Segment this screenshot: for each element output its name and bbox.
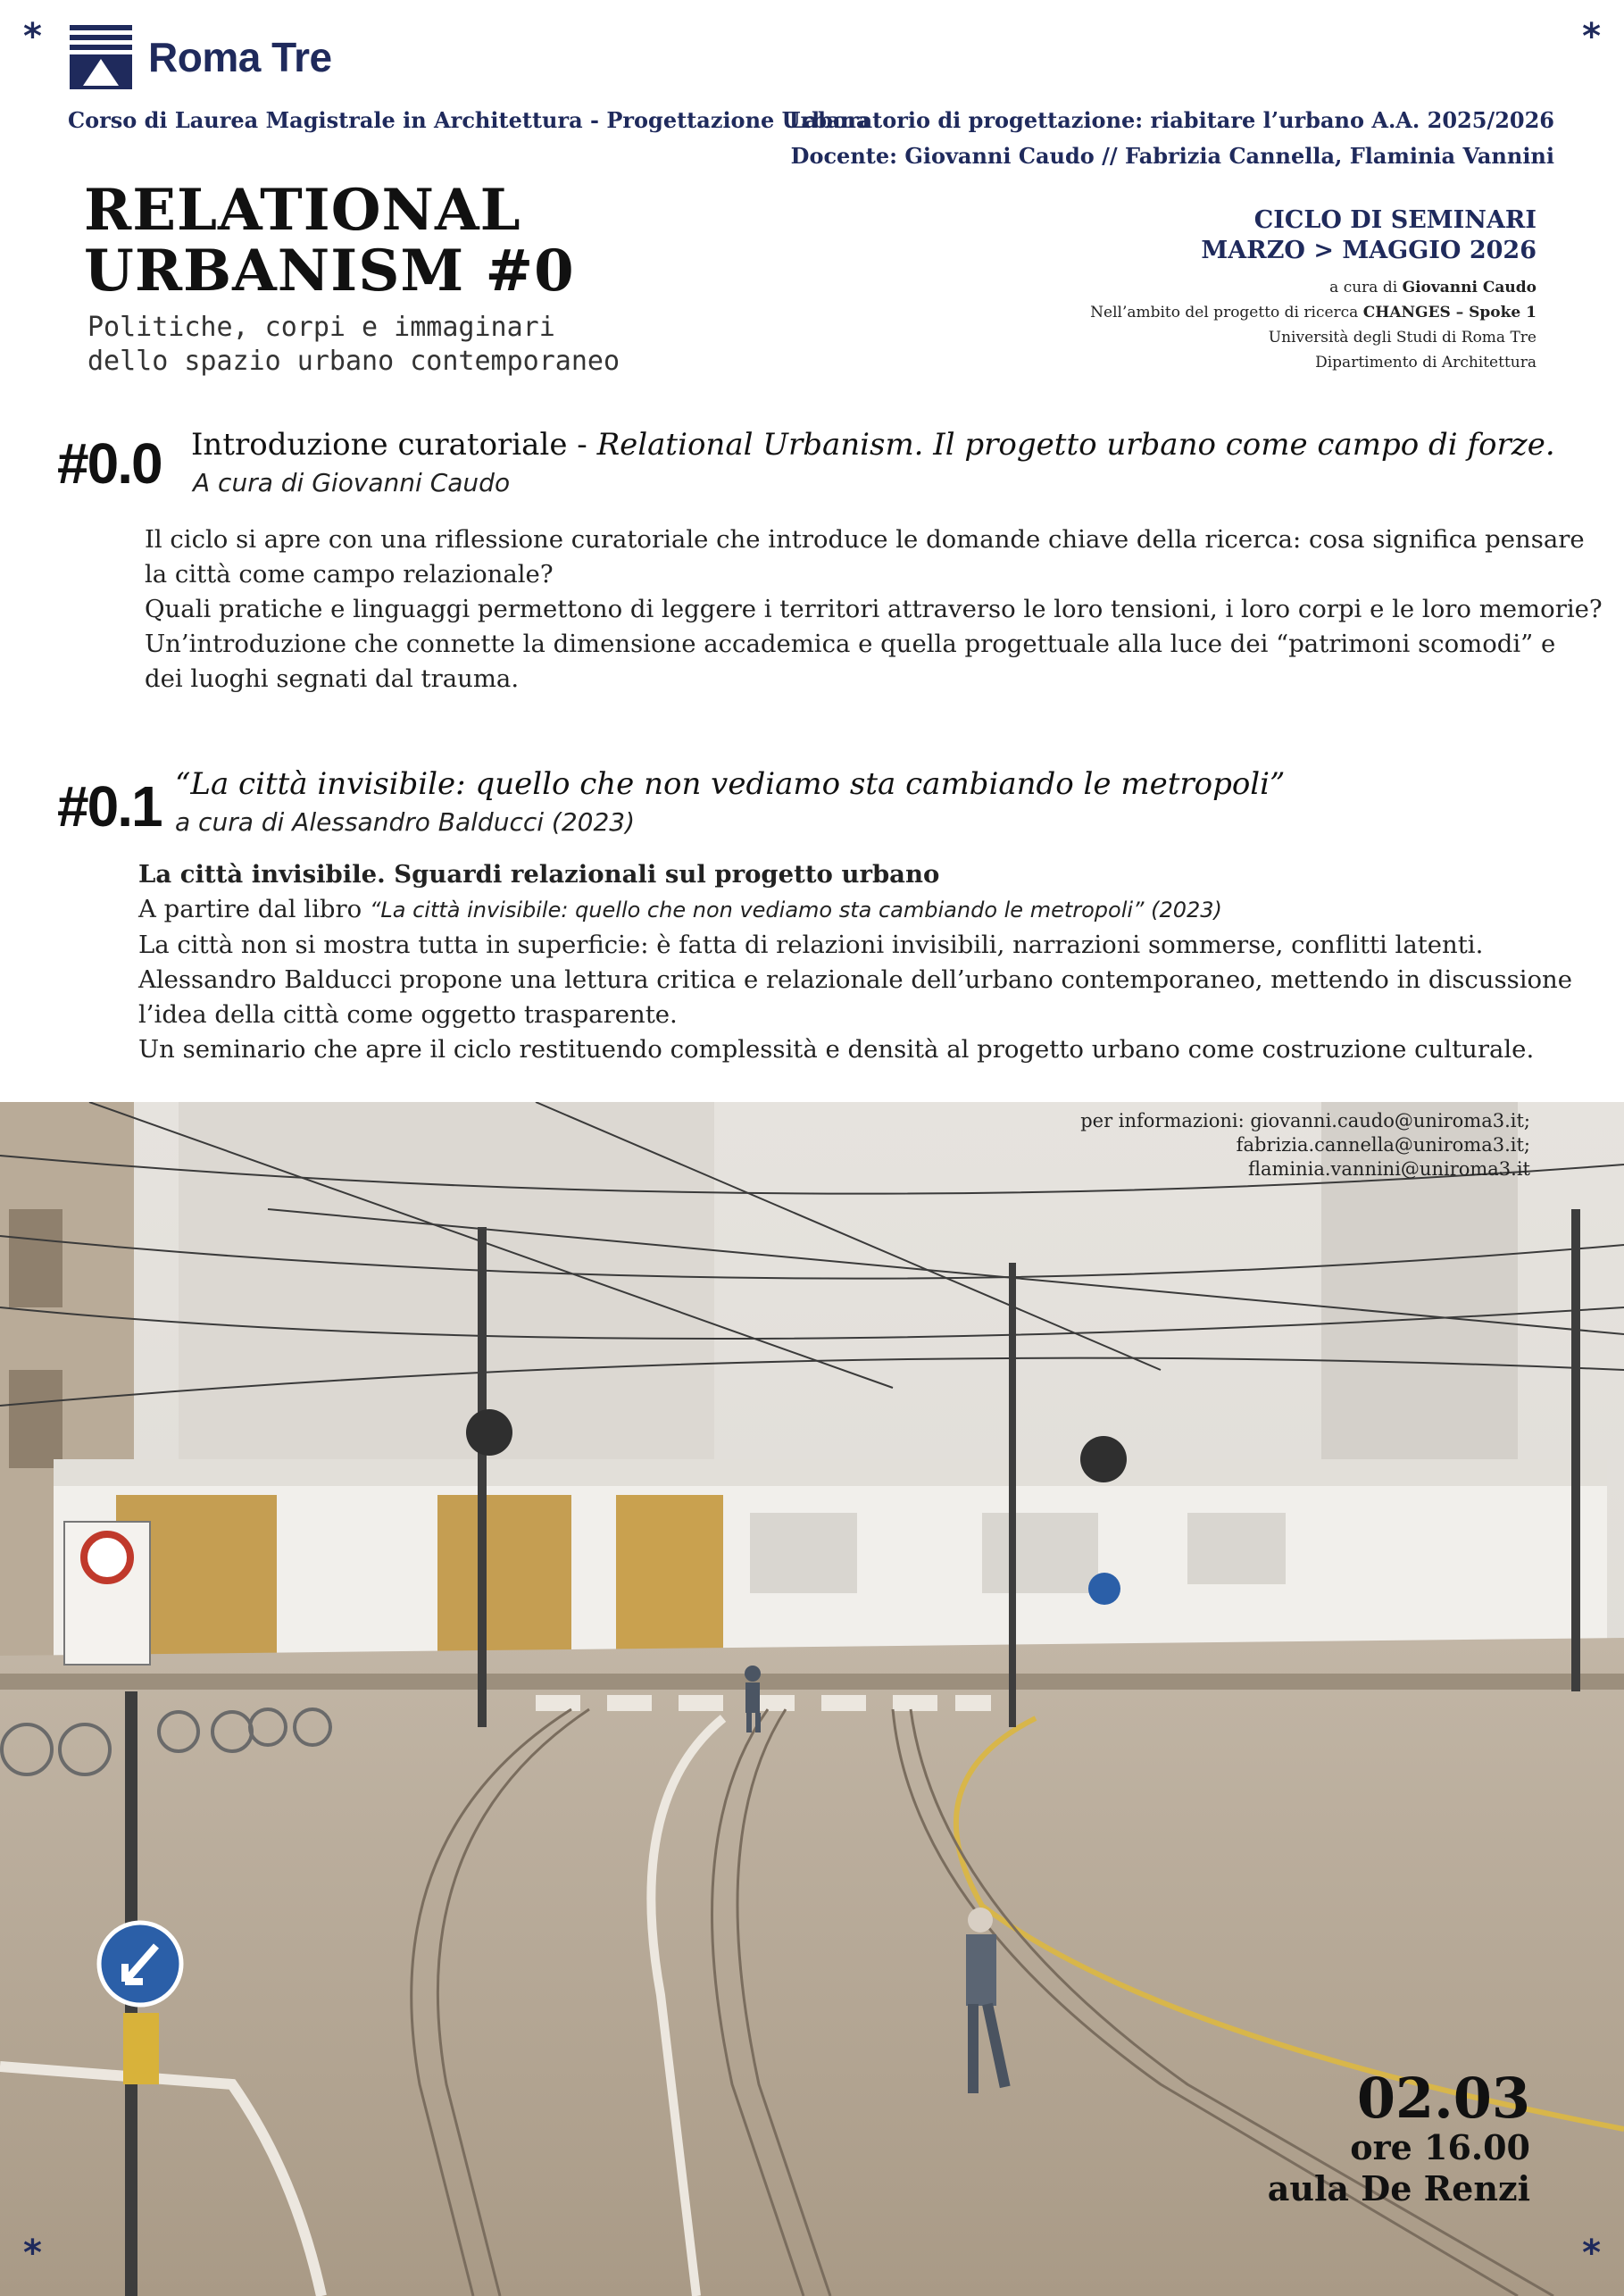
logo-text: Roma Tre: [148, 34, 332, 80]
subtitle-line-1: Politiche, corpi e immaginari: [87, 312, 555, 343]
contact-line-1: per informazioni: giovanni.caudo@uniroma3.it;: [1080, 1110, 1530, 1131]
roma-tre-logo-icon: [70, 25, 132, 89]
page-title: [84, 177, 575, 305]
event-details: [1267, 2066, 1530, 2209]
section-title-italic: “La città invisibile: quello che non vediamo sta cambiando le metropoli”: [175, 766, 1286, 802]
section-subheading: La città invisibile. Sguardi relazionali sul progetto urbano: [138, 860, 940, 889]
event-date: 02.03: [1356, 2066, 1530, 2131]
contact-line-3: flaminia.vannini@uniroma3.it: [1247, 1158, 1530, 1180]
curated-name: Giovanni Caudo: [1402, 279, 1537, 296]
corner-asterisk-top-left: *: [23, 16, 42, 57]
corner-asterisk-bottom-right: *: [1582, 2233, 1601, 2274]
degree-course: Corso di Laurea Magistrale in Architettura - Progettazione Urbana: [68, 107, 870, 133]
seminar-series: [1201, 205, 1537, 266]
research-project: [1090, 300, 1537, 325]
body-line: Un seminario che apre il ciclo restituendo complessità e densità al progetto urbano come costruzione culturale.: [138, 1035, 1535, 1064]
section-title-0-0: [191, 427, 1555, 463]
section-number-0-1: #0.1: [57, 774, 162, 839]
body-line: Il ciclo si apre con una riflessione curatoriale che introduce le domande chiave della ricerca: cosa significa pensare: [145, 525, 1585, 554]
section-number-0-0: #0.0: [57, 431, 162, 496]
contact-line-2: fabrizia.cannella@uniroma3.it;: [1236, 1134, 1530, 1156]
body-line: Un’introduzione che connette la dimensione accademica e quella progettuale alla luce dei “patrimoni scomodi” e: [145, 630, 1556, 658]
body-line: La città non si mostra tutta in superficie: è fatta di relazioni invisibili, narrazioni sommerse, conflitti latenti.: [138, 931, 1484, 959]
curated-by: [1090, 275, 1537, 300]
series-line-2: MARZO > MAGGIO 2026: [1201, 237, 1537, 264]
body-line: Quali pratiche e linguaggi permettono di leggere i territori attraverso le loro tensioni, i loro corpi e le loro memorie?: [145, 595, 1603, 623]
body-line: l’idea della città come oggetto trasparente.: [138, 1000, 678, 1029]
project-name: CHANGES – Spoke 1: [1362, 304, 1537, 321]
section-curator-0-1: a cura di Alessandro Balducci (2023): [175, 807, 636, 837]
body-line: Alessandro Balducci propone una lettura critica e relazionale dell’urbano contemporaneo, mettendo in discussione: [138, 965, 1573, 994]
event-time: ore 16.00: [1350, 2127, 1530, 2167]
section-curator-0-0: A cura di Giovanni Caudo: [193, 468, 511, 497]
page-subtitle: [87, 311, 620, 379]
section-title-plain: Introduzione curatoriale -: [191, 427, 597, 463]
section-title-0-1: [175, 766, 1285, 802]
university-logo: [70, 25, 332, 89]
teachers: Docente: Giovanni Caudo // Fabrizia Cannella, Flaminia Vannini: [790, 143, 1554, 169]
series-info: [1090, 275, 1537, 375]
section-body-0-0: [145, 522, 1603, 697]
book-title: “La città invisibile: quello che non vediamo sta cambiando le metropoli” (2023): [369, 898, 1222, 923]
lab-title: Laboratorio di progettazione: riabitare l’urbano A.A. 2025/2026: [788, 107, 1554, 133]
department-name: Dipartimento di Architettura: [1315, 354, 1537, 372]
title-line-1: RELATIONAL: [84, 177, 521, 244]
book-reference: [138, 892, 1572, 928]
body-line: dei luoghi segnati dal trauma.: [145, 664, 520, 693]
curated-prefix: a cura di: [1329, 279, 1403, 296]
section-title-italic: Relational Urbanism. Il progetto urbano come campo di forze.: [596, 427, 1555, 463]
project-prefix: Nell’ambito del progetto di ricerca: [1090, 304, 1363, 321]
section-body-0-1: [138, 857, 1572, 1067]
corner-asterisk-bottom-left: *: [23, 2233, 42, 2274]
subtitle-line-2: dello spazio urbano contemporaneo: [87, 346, 620, 377]
series-line-1: CICLO DI SEMINARI: [1253, 206, 1537, 234]
event-room: aula De Renzi: [1267, 2168, 1530, 2208]
book-prefix: A partire dal libro: [138, 895, 370, 923]
corner-asterisk-top-right: *: [1582, 16, 1601, 57]
body-line: la città come campo relazionale?: [145, 560, 554, 589]
contact-info: [1080, 1109, 1530, 1181]
university-name: Università degli Studi di Roma Tre: [1268, 329, 1537, 346]
title-line-2: URBANISM #0: [84, 238, 575, 305]
